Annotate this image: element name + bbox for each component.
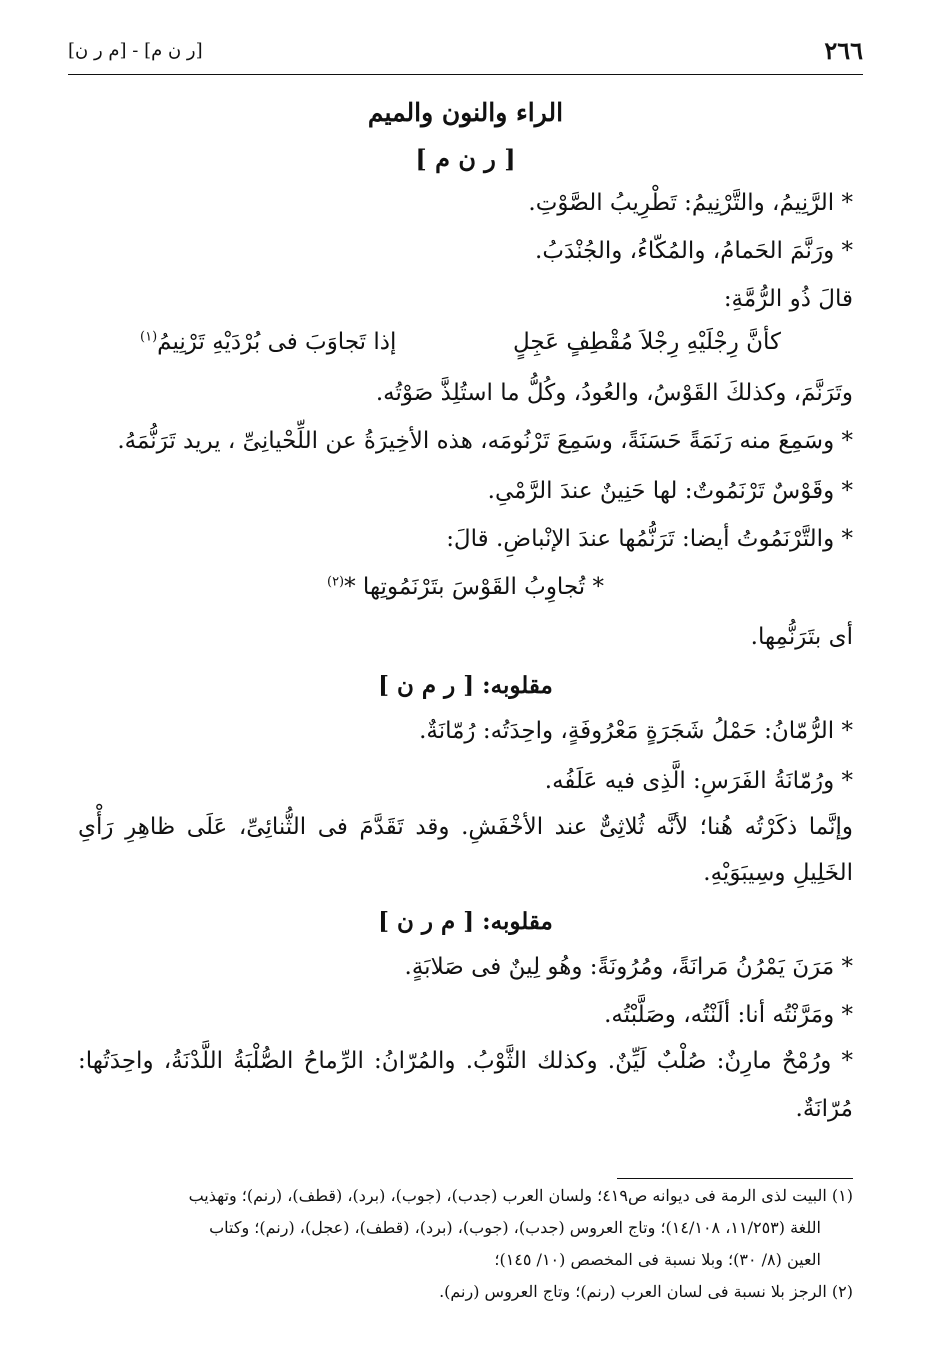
footnote-line: (٢) الرجز بلا نسبة فى لسان العرب (رنم)؛ وتاج العروس (رنم). (439, 1282, 853, 1301)
verse-line (140, 329, 781, 363)
page-header (68, 36, 863, 70)
entry-line: * والتَّرْنَمُوتُ أيضا: تَرَنُّمُها عندَ الإنْباضِ. قالَ: (446, 526, 853, 552)
footnote-marker: (١) (140, 329, 158, 345)
verse-hemistich-text: إذا تَجاوَبَ فى بُرْدَيْهِ تَرْنِيمُ (157, 329, 397, 355)
entry-line: * ورُمّانَةُ الفَرَسِ: الَّذِى فيه عَلَفُه. (544, 768, 853, 794)
verse-hemistich-first: كأنَّ رِجْلَيْهِ رِجْلاَ مُقْطِفٍ عَجِلٍ (513, 329, 781, 355)
entry-line: * ورَنَّمَ الحَمامُ، والمُكّاءُ، والجُنْدَبُ. (535, 238, 853, 264)
entry-line: * مَرَنَ يَمْرُنُ مَرانَةً، ومُرُونَةً: وهُو لِينٌ فى صَلابَةٍ. (404, 954, 853, 980)
entry-line: مُرّانَةٌ. (795, 1096, 853, 1122)
running-head: [ر ن م] - [م ر ن] (68, 40, 203, 61)
verse-rajaz-text: * تُجاوِبُ القَوْسَ بتَرْنَمُوتِها * (344, 574, 604, 600)
verse-rajaz (0, 574, 931, 602)
verse-hemistich-second (140, 329, 396, 355)
entry-line: * وقَوْسٌ تَرْنَمُوتٌ: لها حَنِينٌ عندَ الرَّمْىِ. (487, 478, 853, 504)
entry-line: أى بتَرَنُّمِها. (750, 624, 853, 650)
entry-line: * ومَرَّنْتُه أنا: ألَنْتُه، وصَلَّبْتُه. (604, 1002, 853, 1028)
footnote-line: العين (٨/ ٣٠)؛ وبلا نسبة فى المخصص (١٠/ ١٤٥)؛ (494, 1250, 821, 1269)
section-title-rmn: مقلوبه: [ ر م ن ] (378, 672, 553, 699)
entry-line: * ورُمْحٌ مارِنٌ: صُلْبٌ لَيِّنٌ. وكذلك الثَّوْبُ. والمُرّانُ: الرِّماحُ الصُّلْبَةُ اللَّدْنَةُ، واحِدَتُها: (78, 1048, 853, 1074)
footnote-line: (١) البيت لذى الرمة فى ديوانه ص٤١٩؛ ولسان العرب (جدب)، (جوب)، (برد)، (قطف)، (رنم)؛ وتهذيب (188, 1186, 853, 1205)
footnote-line: اللغة (١١/٢٥٣، ١٤/١٠٨)؛ وتاج العروس (جدب)، (جوب)، (برد)، (قطف)، (عجل)، (رنم)؛ وكتاب (209, 1218, 821, 1237)
chapter-title: الراء والنون والميم (367, 98, 564, 127)
entry-line: الخَلِيلِ وسِيبَوَيْهِ. (703, 860, 853, 886)
entry-line: * وسَمِعَ منه رَنَمَةً حَسَنَةً، وسَمِعَ تَرْنُومَه، هذه الأخِيرَةُ عن اللِّحْيانِىِّ ، يريد تَرَنُّمَهُ. (117, 428, 853, 454)
root-title: [ ر ن م ] (415, 144, 516, 173)
entry-line: * الرَّنِيمُ، والتَّرْنِيمُ: تَطْرِيبُ الصَّوْتِ. (528, 190, 853, 216)
entry-line: قالَ ذُو الرُّمَّةِ: (723, 286, 853, 312)
entry-line: وإنَّما ذكَرْتُه هُنا؛ لأنَّه ثُلاثِىٌّ عند الأخْفَشِ. وقد تَقَدَّمَ فى الثُّنائِىِّ، عَلَى ظاهِرِ رَأْىِ (78, 814, 853, 840)
entry-line: وتَرَنَّمَ، وكذلكَ القَوْسُ، والعُودُ، وكُلُّ ما استُلِذَّ صَوْتُه. (375, 380, 853, 406)
entry-line: * الرُّمّانُ: حَمْلُ شَجَرَةٍ مَعْرُوفَةٍ، واحِدَتُه: رُمّانَةٌ. (419, 718, 853, 744)
footnote-marker: (٢) (326, 574, 345, 590)
page-number: ٢٦٦ (824, 36, 863, 65)
section-title-mrn: مقلوبه: [ م ر ن ] (378, 908, 553, 935)
header-rule (68, 74, 863, 75)
footnote-rule (617, 1178, 853, 1179)
